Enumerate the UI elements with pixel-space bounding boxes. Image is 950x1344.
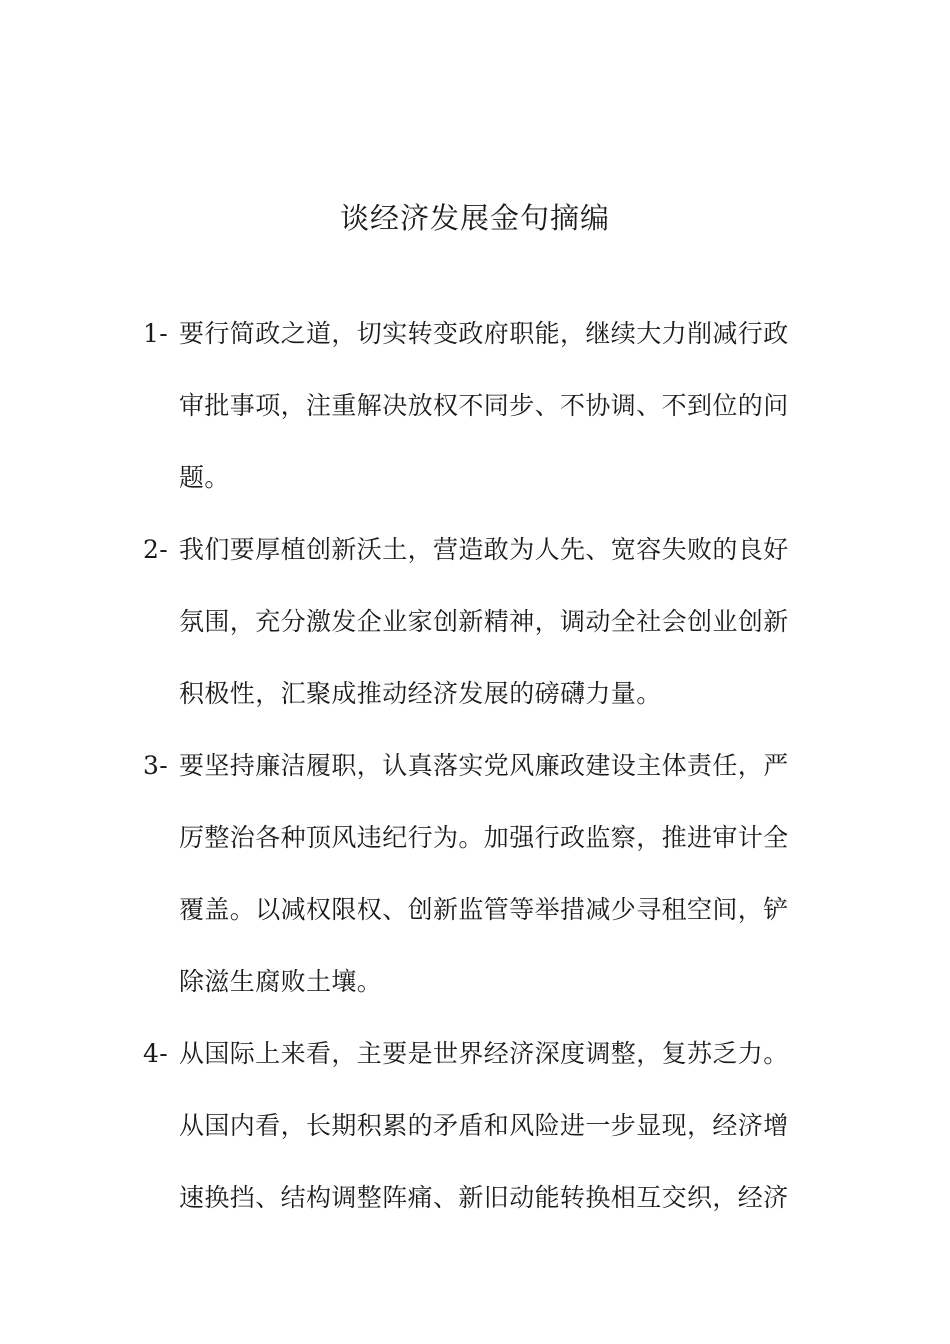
- item-text: 从国际上来看，主要是世界经济深度调整，复苏乏力。从国内看，长期积累的矛盾和风险进一步显现，经济增速换挡、结构调整阵痛、新旧动能转换相互交织，经济: [179, 1039, 789, 1212]
- item-number: 1-: [143, 319, 169, 348]
- item-number: 3-: [143, 751, 169, 780]
- list-item: [143, 514, 813, 730]
- list-item: [143, 730, 813, 1018]
- item-text: 要行简政之道，切实转变政府职能，继续大力削减行政审批事项，注重解决放权不同步、不协调、不到位的问题。: [179, 319, 789, 492]
- quote-list: [143, 298, 813, 1234]
- list-item: [143, 298, 813, 514]
- item-text: 要坚持廉洁履职，认真落实党风廉政建设主体责任，严厉整治各种顶风违纪行为。加强行政监察，推进审计全覆盖。以减权限权、创新监管等举措减少寻租空间，铲除滋生腐败土壤。: [179, 751, 789, 996]
- item-number: 4-: [143, 1039, 169, 1068]
- document-title: 谈经济发展金句摘编: [339, 201, 610, 235]
- item-number: 2-: [143, 535, 169, 564]
- list-item: [143, 1018, 813, 1234]
- item-text: 我们要厚植创新沃土，营造敢为人先、宽容失败的良好氛围，充分激发企业家创新精神，调动全社会创业创新积极性，汇聚成推动经济发展的磅礴力量。: [179, 535, 789, 708]
